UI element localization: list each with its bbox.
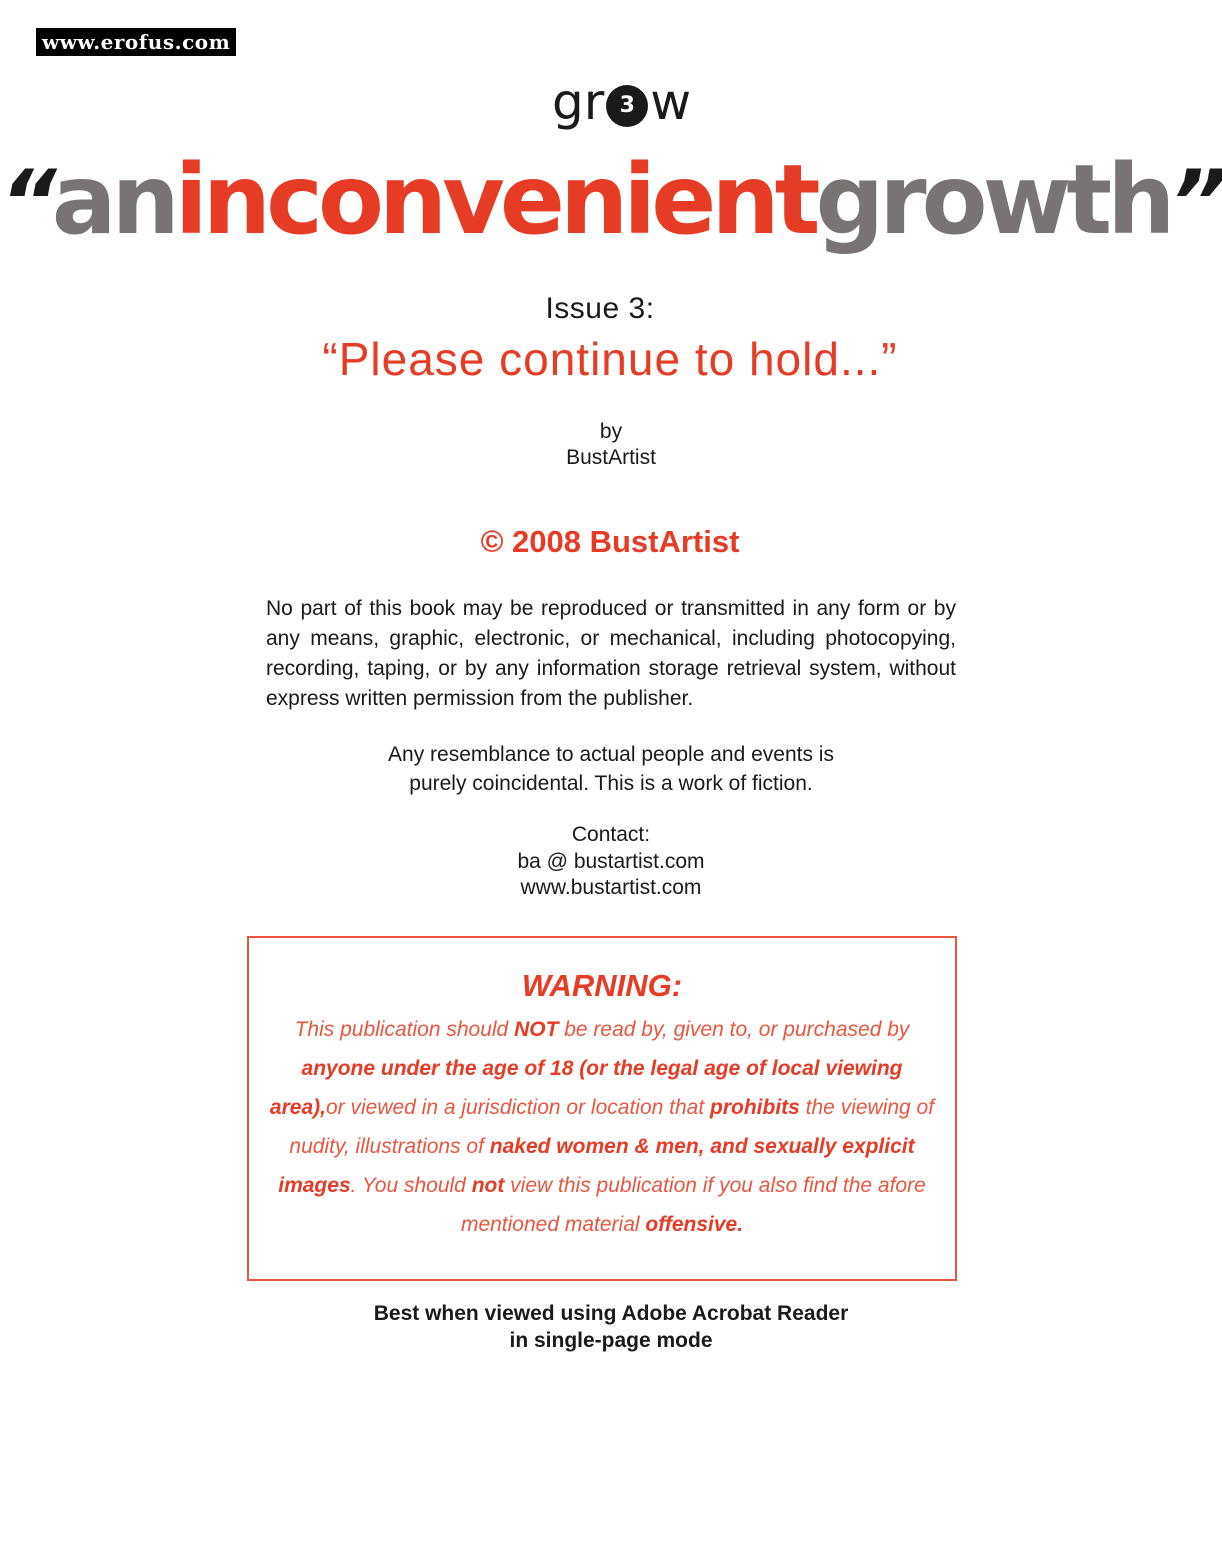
- footer-line-2: in single-page mode: [509, 1329, 713, 1352]
- contact-email: ba @ bustartist.com: [517, 849, 705, 873]
- warning-text-part: be read by, given to, or purchased by: [558, 1018, 910, 1041]
- byline-label: by: [599, 420, 623, 443]
- contact-info: [0, 822, 1222, 902]
- warning-title: WARNING:: [521, 968, 683, 1003]
- fiction-line-2: purely coincidental. This is a work of fiction.: [409, 772, 813, 795]
- title-open-quote: “: [0, 151, 52, 254]
- title-word-inconvenient: inconvenient: [174, 144, 816, 256]
- author-name: BustArtist: [566, 446, 656, 469]
- warning-text: [269, 1010, 935, 1244]
- logo-number-circle: 3: [606, 85, 648, 127]
- title-word-growth: growth: [815, 144, 1171, 256]
- issue-number: Issue 3:: [545, 292, 655, 325]
- logo-text-start: gr: [552, 73, 605, 131]
- warning-emphasis: naked women & men, and sexually explicit images: [278, 1135, 915, 1197]
- contact-label: Contact:: [571, 823, 651, 846]
- issue-subtitle: “Please continue to hold...”: [322, 333, 898, 385]
- viewing-recommendation: [0, 1300, 1222, 1354]
- grow-logo: [552, 72, 692, 132]
- title-word-an: an: [51, 144, 175, 256]
- warning-text-part: view this publication if you also find the afore mentioned material: [460, 1174, 926, 1236]
- main-title: [0, 140, 1222, 263]
- warning-text-part: the viewing of nudity, illustrations of: [289, 1096, 935, 1158]
- contact-website: www.bustartist.com: [520, 876, 702, 899]
- copyright-notice: © 2008 BustArtist: [480, 524, 740, 559]
- warning-box: [247, 936, 957, 1281]
- warning-emphasis: offensive.: [645, 1213, 744, 1236]
- warning-text-part: . You should: [350, 1174, 472, 1197]
- warning-emphasis: not: [471, 1174, 505, 1197]
- legal-notice: No part of this book may be reproduced or transmitted in any form or by any means, graphic, electronic, or mechanical, including photocopying, recording, taping, or by any information storage retrieval system, without express written permission from the publisher.: [266, 597, 956, 710]
- warning-emphasis: anyone under the age of 18 (or the legal age of local viewing area),: [269, 1057, 903, 1119]
- logo-text-end: w: [650, 73, 692, 131]
- warning-emphasis: NOT: [514, 1018, 559, 1041]
- title-close-quote: ”: [1170, 151, 1222, 254]
- warning-text-part: This publication should: [294, 1018, 515, 1041]
- warning-emphasis: prohibits: [710, 1096, 800, 1119]
- warning-text-part: or viewed in a jurisdiction or location that: [325, 1096, 710, 1119]
- watermark: www.erofus.com: [36, 28, 236, 56]
- footer-line-1: Best when viewed using Adobe Acrobat Reader: [373, 1302, 849, 1325]
- fiction-disclaimer: [0, 740, 1222, 798]
- fiction-line-1: Any resemblance to actual people and events is: [388, 743, 834, 766]
